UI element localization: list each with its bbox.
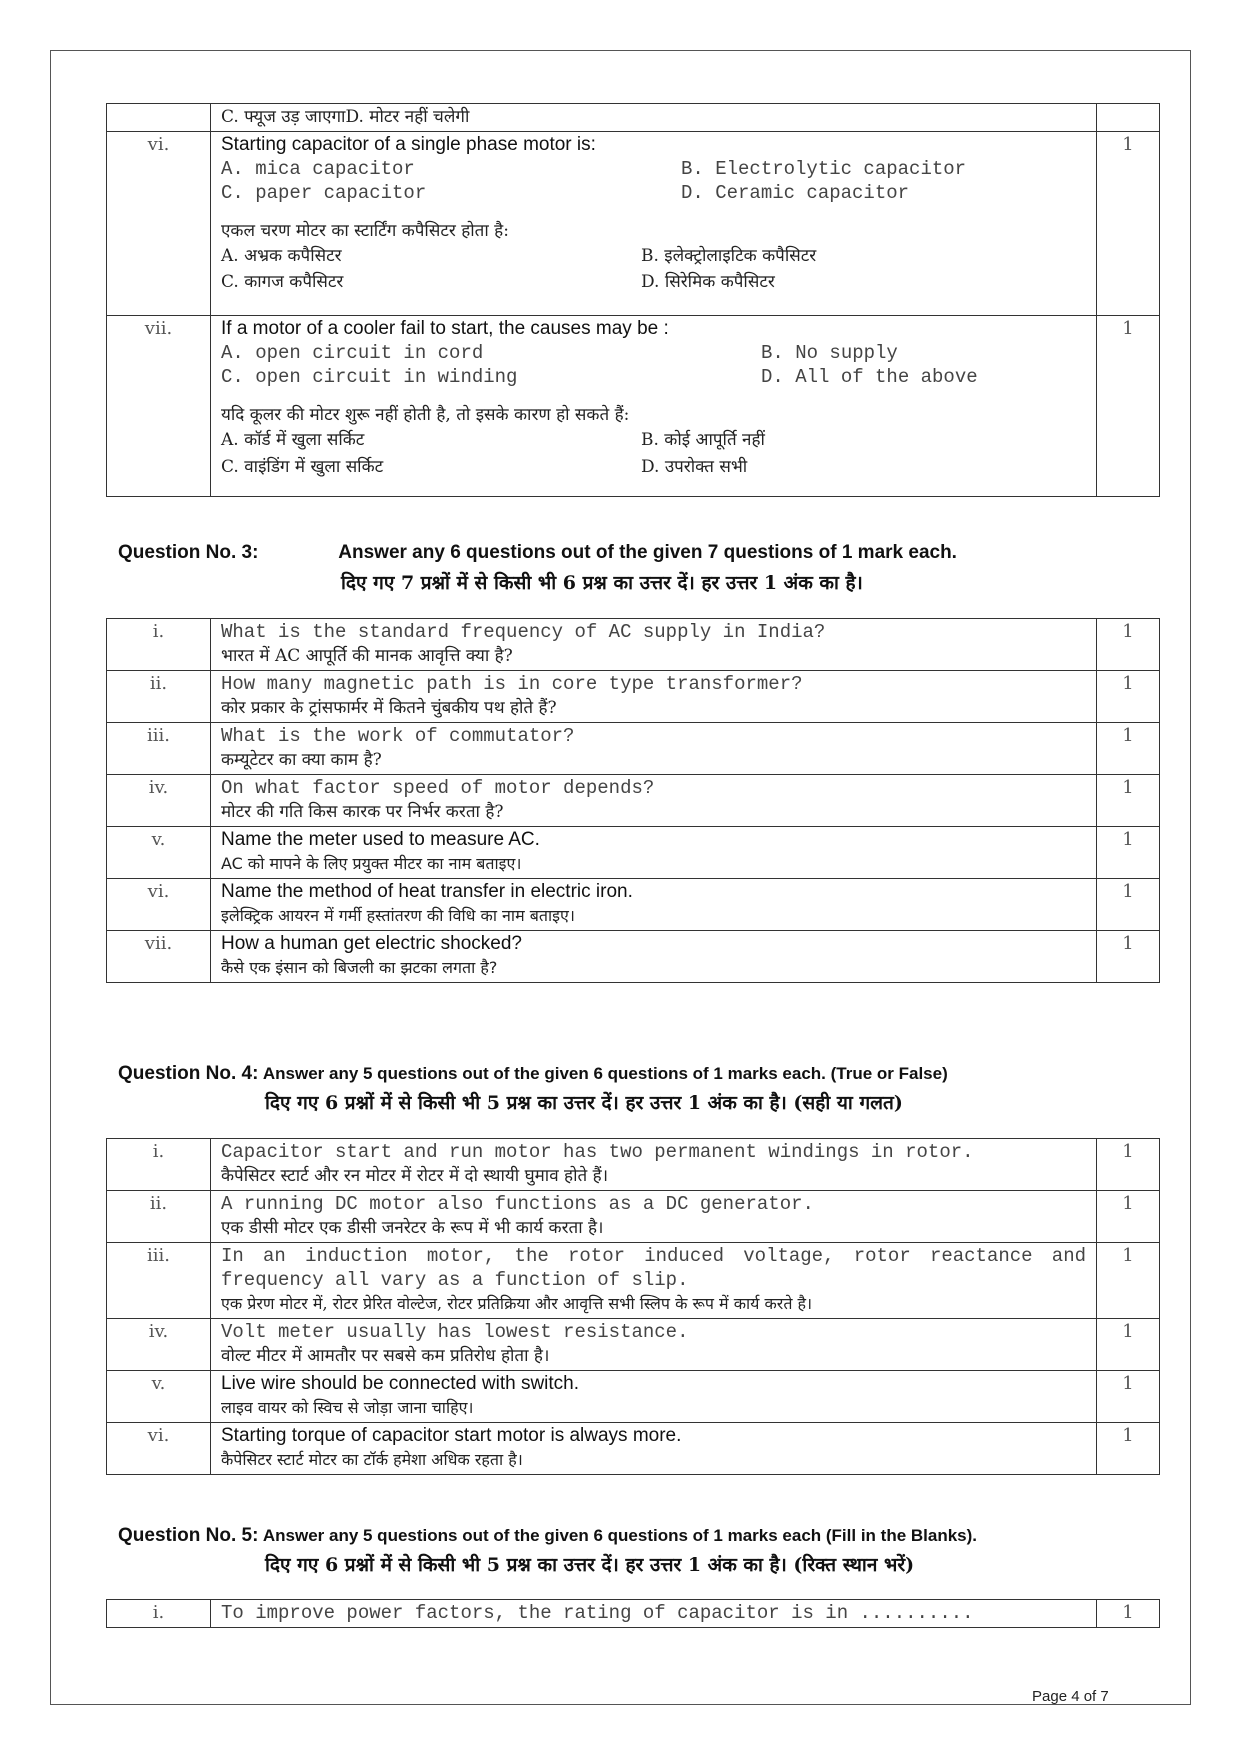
question-4-heading [118, 1063, 948, 1085]
item-mark: 1 [1097, 316, 1160, 497]
item-content [211, 316, 1097, 497]
item-content [211, 132, 1097, 316]
options-english: A. mica capacitor B. Electrolytic capacitor C. paper capacitor D. Ceramic capacitor [221, 158, 967, 204]
item-number: i. [107, 1600, 211, 1628]
item-mark: 1 [1097, 931, 1160, 983]
question-english: Live wire should be connected with switch. [221, 1373, 580, 1394]
item-mark: 1 [1097, 827, 1160, 879]
item-number: vii. [107, 316, 211, 497]
table-row [107, 879, 1160, 931]
item-content [211, 1319, 1097, 1371]
item-mark: 1 [1097, 1243, 1160, 1319]
item-content [211, 879, 1097, 931]
table-row [107, 775, 1160, 827]
item-number: v. [107, 827, 211, 879]
item-number: vi. [107, 132, 211, 316]
question-hindi: AC को मापने के लिए प्रयुक्त मीटर का नाम बताइए। [221, 854, 522, 873]
item-mark: 1 [1097, 879, 1160, 931]
item-content [211, 1423, 1097, 1475]
question-english: Capacitor start and run motor has two permanent windings in rotor. [221, 1141, 974, 1163]
question-label: Question No. 5: [118, 1525, 259, 1546]
question-english: Starting capacitor of a single phase motor is: [221, 134, 596, 155]
question-3-heading [118, 542, 957, 564]
item-number: i. [107, 619, 211, 671]
item-content [211, 1191, 1097, 1243]
table-row [107, 1371, 1160, 1423]
question-hindi: मोटर की गति किस कारक पर निर्भर करता है? [221, 802, 504, 822]
options-hindi: C. फ्यूज उड़ जाएगा D. मोटर नहीं चलेगी [221, 107, 470, 127]
question-english: In an induction motor, the rotor induced voltage, rotor reactance and frequency all vary as a function of slip. [221, 1245, 1086, 1291]
item-content [211, 619, 1097, 671]
item-number: iv. [107, 775, 211, 827]
question-english: To improve power factors, the rating of capacitor is in .......... [221, 1602, 974, 1624]
question-english: What is the work of commutator? [221, 725, 575, 747]
page-number: Page 4 of 7 [1032, 1688, 1109, 1705]
table-row [107, 1600, 1160, 1628]
item-content [211, 723, 1097, 775]
question-english: Starting torque of capacitor start motor is always more. [221, 1425, 682, 1446]
question-hindi: कैपेसिटर स्टार्ट मोटर का टॉर्क हमेशा अधिक रहता है। [221, 1450, 523, 1469]
item-mark: 1 [1097, 723, 1160, 775]
item-mark: 1 [1097, 1600, 1160, 1628]
item-mark: 1 [1097, 1371, 1160, 1423]
question-instruction-english: Answer any 5 questions out of the given 6 questions of 1 marks each. (True or False) [262, 1064, 948, 1083]
item-number: iii. [107, 723, 211, 775]
item-content [211, 827, 1097, 879]
question-hindi: यदि कूलर की मोटर शुरू नहीं होती है, तो इसके कारण हो सकते हैं: [221, 405, 630, 425]
question-5-heading [118, 1525, 977, 1547]
question-hindi: कैसे एक इंसान को बिजली का झटका लगता है? [221, 958, 498, 977]
table-row [107, 1319, 1160, 1371]
question-english: Volt meter usually has lowest resistance. [221, 1321, 689, 1343]
question-english: If a motor of a cooler fail to start, the causes may be : [221, 318, 669, 339]
question-hindi: एक डीसी मोटर एक डीसी जनरेटर के रूप में भी कार्य करता है। [221, 1218, 604, 1238]
item-mark: 1 [1097, 1319, 1160, 1371]
question-instruction-english: Answer any 6 questions out of the given 7 questions of 1 mark each. [338, 542, 957, 563]
question-label: Question No. 3: [118, 542, 259, 563]
item-content [211, 671, 1097, 723]
table-row [107, 132, 1160, 316]
item-mark: 1 [1097, 619, 1160, 671]
question-instruction-hindi: दिए गए 6 प्रश्नों में से किसी भी 5 प्रश्न का उत्तर दें। हर उत्तर 1 अंक का है। (सही या गलत) [265, 1092, 903, 1114]
table-row [107, 671, 1160, 723]
table-row [107, 104, 1160, 132]
question-hindi: कम्यूटेटर का क्या काम है? [221, 750, 382, 770]
item-number: ii. [107, 671, 211, 723]
options-hindi: A. कॉर्ड में खुला सर्किट B. कोई आपूर्ति नहीं C. वाइंडिंग में खुला सर्किट D. उपरोक्त सभी [221, 430, 765, 477]
options-hindi: A. अभ्रक कपैसिटर B. इलेक्ट्रोलाइटिक कपैसिटर C. कागज कपैसिटर D. सिरेमिक कपैसिटर [221, 246, 817, 292]
options-english: A. open circuit in cord B. No supply C. open circuit in winding D. All of the above [221, 342, 978, 388]
table-row [107, 1139, 1160, 1191]
question-label: Question No. 4: [118, 1063, 259, 1084]
item-content [211, 1371, 1097, 1423]
question-english: What is the standard frequency of AC supply in India? [221, 621, 826, 643]
item-content [211, 775, 1097, 827]
table-row [107, 1243, 1160, 1319]
item-number: v. [107, 1371, 211, 1423]
table-row [107, 1423, 1160, 1475]
question-hindi: इलेक्ट्रिक आयरन में गर्मी हस्तांतरण की विधि का नाम बताइए। [221, 906, 575, 925]
question-hindi: कैपेसिटर स्टार्ट और रन मोटर में रोटर में दो स्थायी घुमाव होते हैं। [221, 1166, 609, 1186]
item-mark [1097, 104, 1160, 132]
item-number: i. [107, 1139, 211, 1191]
table-row [107, 316, 1160, 497]
item-number: ii. [107, 1191, 211, 1243]
q4-table [106, 1138, 1160, 1475]
item-number: vii. [107, 931, 211, 983]
question-english: Name the method of heat transfer in electric iron. [221, 881, 633, 902]
item-content [211, 104, 1097, 132]
question-hindi: वोल्ट मीटर में आमतौर पर सबसे कम प्रतिरोध होता है। [221, 1346, 550, 1366]
table-row [107, 1191, 1160, 1243]
question-english: On what factor speed of motor depends? [221, 777, 655, 799]
q2-table [106, 103, 1160, 497]
item-number: vi. [107, 1423, 211, 1475]
question-hindi: एक प्रेरण मोटर में, रोटर प्रेरित वोल्टेज, रोटर प्रतिक्रिया और आवृत्ति सभी स्लिप के रूप में कार्य करते है। [221, 1294, 813, 1313]
table-row [107, 723, 1160, 775]
question-hindi: कोर प्रकार के ट्रांसफार्मर में कितने चुंबकीय पथ होते हैं? [221, 698, 557, 718]
question-hindi: भारत में AC आपूर्ति की मानक आवृत्ति क्या है? [221, 646, 513, 666]
item-number: vi. [107, 879, 211, 931]
item-number: iii. [107, 1243, 211, 1319]
question-english: Name the meter used to measure AC. [221, 829, 540, 850]
table-row [107, 827, 1160, 879]
table-row [107, 619, 1160, 671]
item-mark: 1 [1097, 132, 1160, 316]
q5-table [106, 1599, 1160, 1628]
item-number [107, 104, 211, 132]
item-mark: 1 [1097, 1191, 1160, 1243]
item-content [211, 1600, 1097, 1628]
item-content [211, 1139, 1097, 1191]
question-english: How a human get electric shocked? [221, 933, 522, 954]
item-mark: 1 [1097, 671, 1160, 723]
question-instruction-hindi: दिए गए 6 प्रश्नों में से किसी भी 5 प्रश्न का उत्तर दें। हर उत्तर 1 अंक का है। (रिक्त स्थान भरें) [265, 1554, 915, 1576]
item-content [211, 931, 1097, 983]
item-mark: 1 [1097, 1423, 1160, 1475]
question-hindi: लाइव वायर को स्विच से जोड़ा जाना चाहिए। [221, 1398, 474, 1417]
item-mark: 1 [1097, 1139, 1160, 1191]
question-english: A running DC motor also functions as a DC generator. [221, 1193, 814, 1215]
table-row [107, 931, 1160, 983]
question-english: How many magnetic path is in core type transformer? [221, 673, 803, 695]
item-mark: 1 [1097, 775, 1160, 827]
question-instruction-english: Answer any 5 questions out of the given 6 questions of 1 marks each (Fill in the Blanks). [262, 1526, 978, 1545]
question-instruction-hindi: दिए गए 7 प्रश्नों में से किसी भी 6 प्रश्न का उत्तर दें। हर उत्तर 1 अंक का है। [341, 572, 863, 594]
q3-table [106, 618, 1160, 983]
item-number: iv. [107, 1319, 211, 1371]
question-hindi: एकल चरण मोटर का स्टार्टिंग कपैसिटर होता है: [221, 221, 509, 241]
item-content [211, 1243, 1097, 1319]
